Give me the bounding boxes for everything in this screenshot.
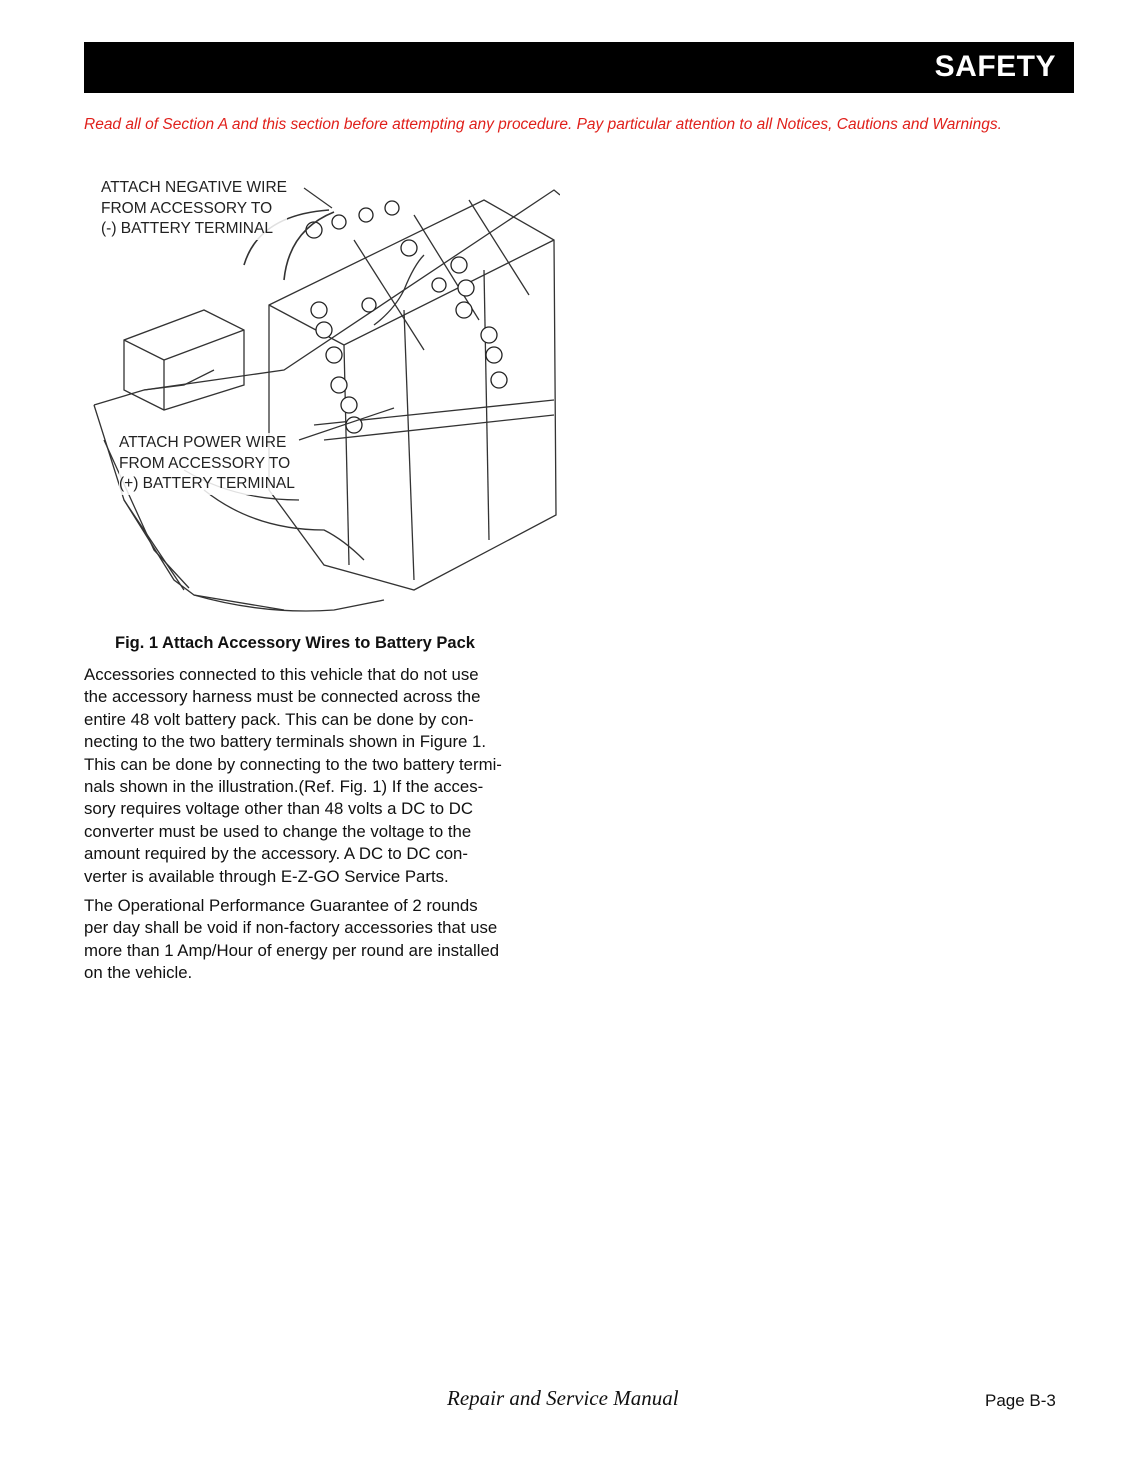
text-line: converter must be used to change the voltage to the: [84, 821, 472, 841]
text-line: more than 1 Amp/Hour of energy per round are installed: [84, 940, 500, 960]
callout-positive-line: FROM ACCESSORY TO: [119, 454, 291, 472]
text-line: entire 48 volt battery pack. This can be done by con-: [84, 709, 474, 729]
text-line: verter is available through E-Z-GO Service Parts.: [84, 866, 449, 886]
text-line: The Operational Performance Guarantee of 2 rounds: [84, 896, 478, 915]
callout-negative-line: (-) BATTERY TERMINAL: [101, 220, 273, 237]
paragraph-performance-guarantee: [84, 895, 559, 985]
section-header-bar: [84, 42, 1074, 93]
positive-terminal-callout: [119, 433, 295, 495]
text-line: on the vehicle.: [84, 963, 193, 983]
text-line: This can be done by connecting to the two battery termi-: [84, 754, 502, 774]
paragraph-accessory-connection: [84, 664, 559, 888]
text-line: nals shown in the illustration.(Ref. Fig. 1) If the acces-: [84, 777, 484, 797]
section-title: SAFETY: [934, 50, 1056, 83]
text-line: per day shall be void if non-factory accessories that use: [84, 918, 498, 938]
callout-negative-line: FROM ACCESSORY TO: [101, 199, 273, 217]
footer-page-number: Page B-3: [985, 1391, 1056, 1410]
callout-positive-line: ATTACH POWER WIRE: [119, 434, 287, 451]
text-line: Accessories connected to this vehicle that do not use: [84, 665, 479, 684]
text-line: necting to the two battery terminals shown in Figure 1.: [84, 732, 487, 752]
callout-negative-line: ATTACH NEGATIVE WIRE: [101, 179, 288, 196]
negative-terminal-callout: [101, 178, 287, 240]
battery-pack-figure: [84, 170, 560, 625]
text-line: amount required by the accessory. A DC to DC con-: [84, 844, 468, 864]
figure-caption: Fig. 1 Attach Accessory Wires to Battery Pack: [115, 634, 475, 652]
callout-positive-line: (+) BATTERY TERMINAL: [119, 475, 295, 492]
footer-manual-title: Repair and Service Manual: [447, 1386, 679, 1410]
safety-notice: Read all of Section A and this section before attempting any procedure. Pay particular attention to all Notices, Cautions and Warnings.: [84, 116, 1002, 133]
text-line: sory requires voltage other than 48 volts a DC to DC: [84, 799, 473, 819]
text-line: the accessory harness must be connected across the: [84, 687, 481, 707]
